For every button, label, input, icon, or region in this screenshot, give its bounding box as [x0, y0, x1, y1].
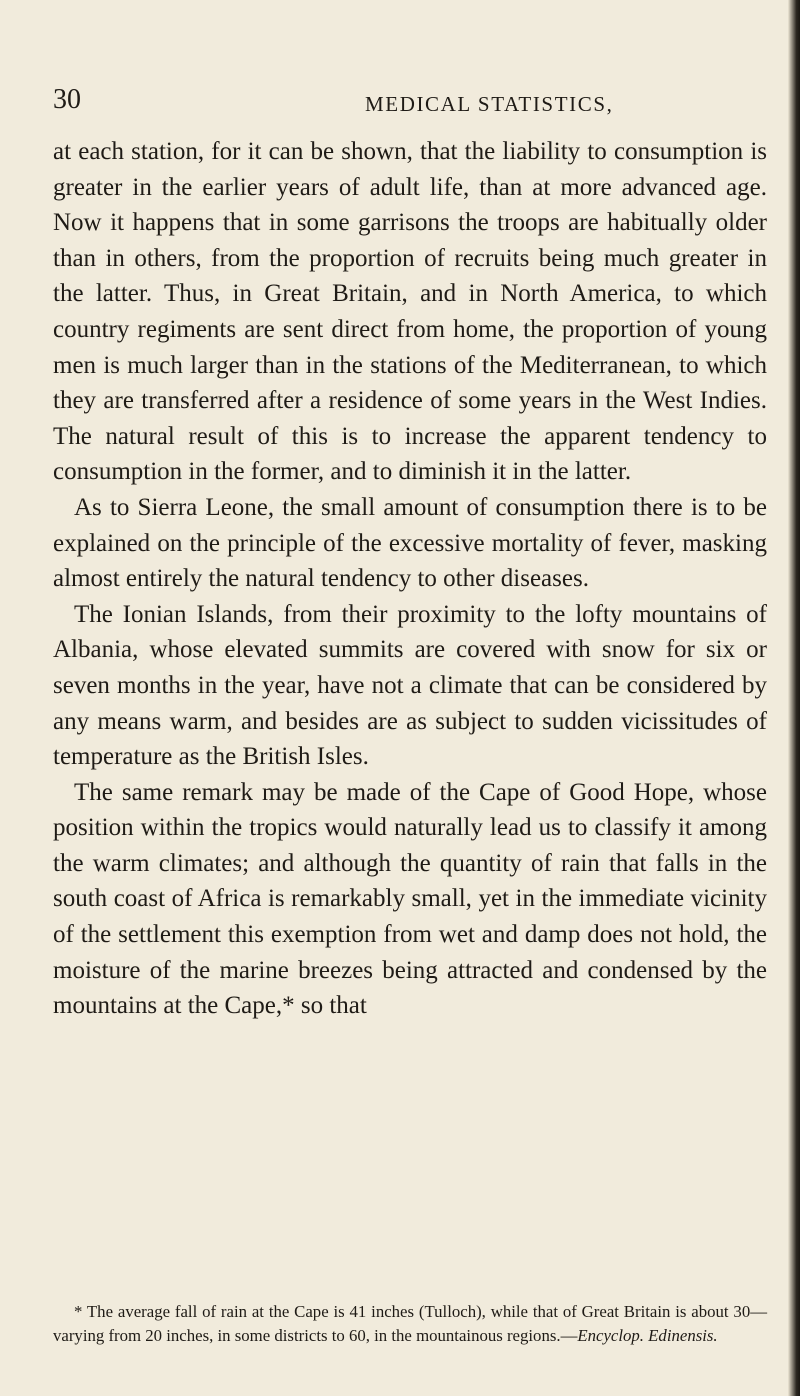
body-text — [53, 134, 767, 1024]
footnote-source: Encyclop. Edinensis. — [577, 1326, 718, 1345]
paragraph-1: at each station, for it can be shown, that the liability to consumption is greater in the earlier years of adult life, than at more advanced age. Now it happens that in some garrisons the troops are habitually older than in others, from the proportion of recruits being much greater in the latter. Thus, in Great Britain, and in North America, to which country regiments are sent direct from home, the proportion of young men is much larger than in the stations of the Mediterranean, to which they are transferred after a residence of some years in the West Indies. The natural result of this is to increase the apparent tendency to consumption in the former, and to diminish it in the latter. — [53, 138, 767, 486]
paragraph-2: As to Sierra Leone, the small amount of consumption there is to be explained on the principle of the excessive mortality of fever, masking almost entirely the natural tendency to other diseases. — [53, 493, 767, 593]
page-edge-shadow — [788, 0, 800, 1396]
page-header — [40, 80, 760, 120]
running-head: MEDICAL STATISTICS, — [365, 92, 614, 116]
paragraph-3: The Ionian Islands, from their proximity to the lofty mountains of Albania, whose elevated summits are covered with snow for six or seven months in the year, have not a climate that can be considered by any means warm, and besides are as subject to sudden vicissitudes of temperature as the British Isles. — [53, 600, 767, 771]
footnote-text: * The average fall of rain at the Cape is 41 inches (Tulloch), while that of Great Britain is about 30—varying from 20 inches, in some districts to 60, in the mountainous regions.— — [53, 1302, 767, 1345]
paragraph-4: The same remark may be made of the Cape of Good Hope, whose position within the tropics would naturally lead us to classify it among the warm climates; and although the quantity of rain that falls in the south coast of Africa is remarkably small, yet in the immediate vicinity of the settlement this exemption from wet and damp does not hold, the moisture of the marine breezes being attracted and condensed by the mountains at the Cape,* so that — [53, 778, 767, 1020]
footnote — [53, 1300, 767, 1348]
page-number: 30 — [53, 84, 81, 115]
